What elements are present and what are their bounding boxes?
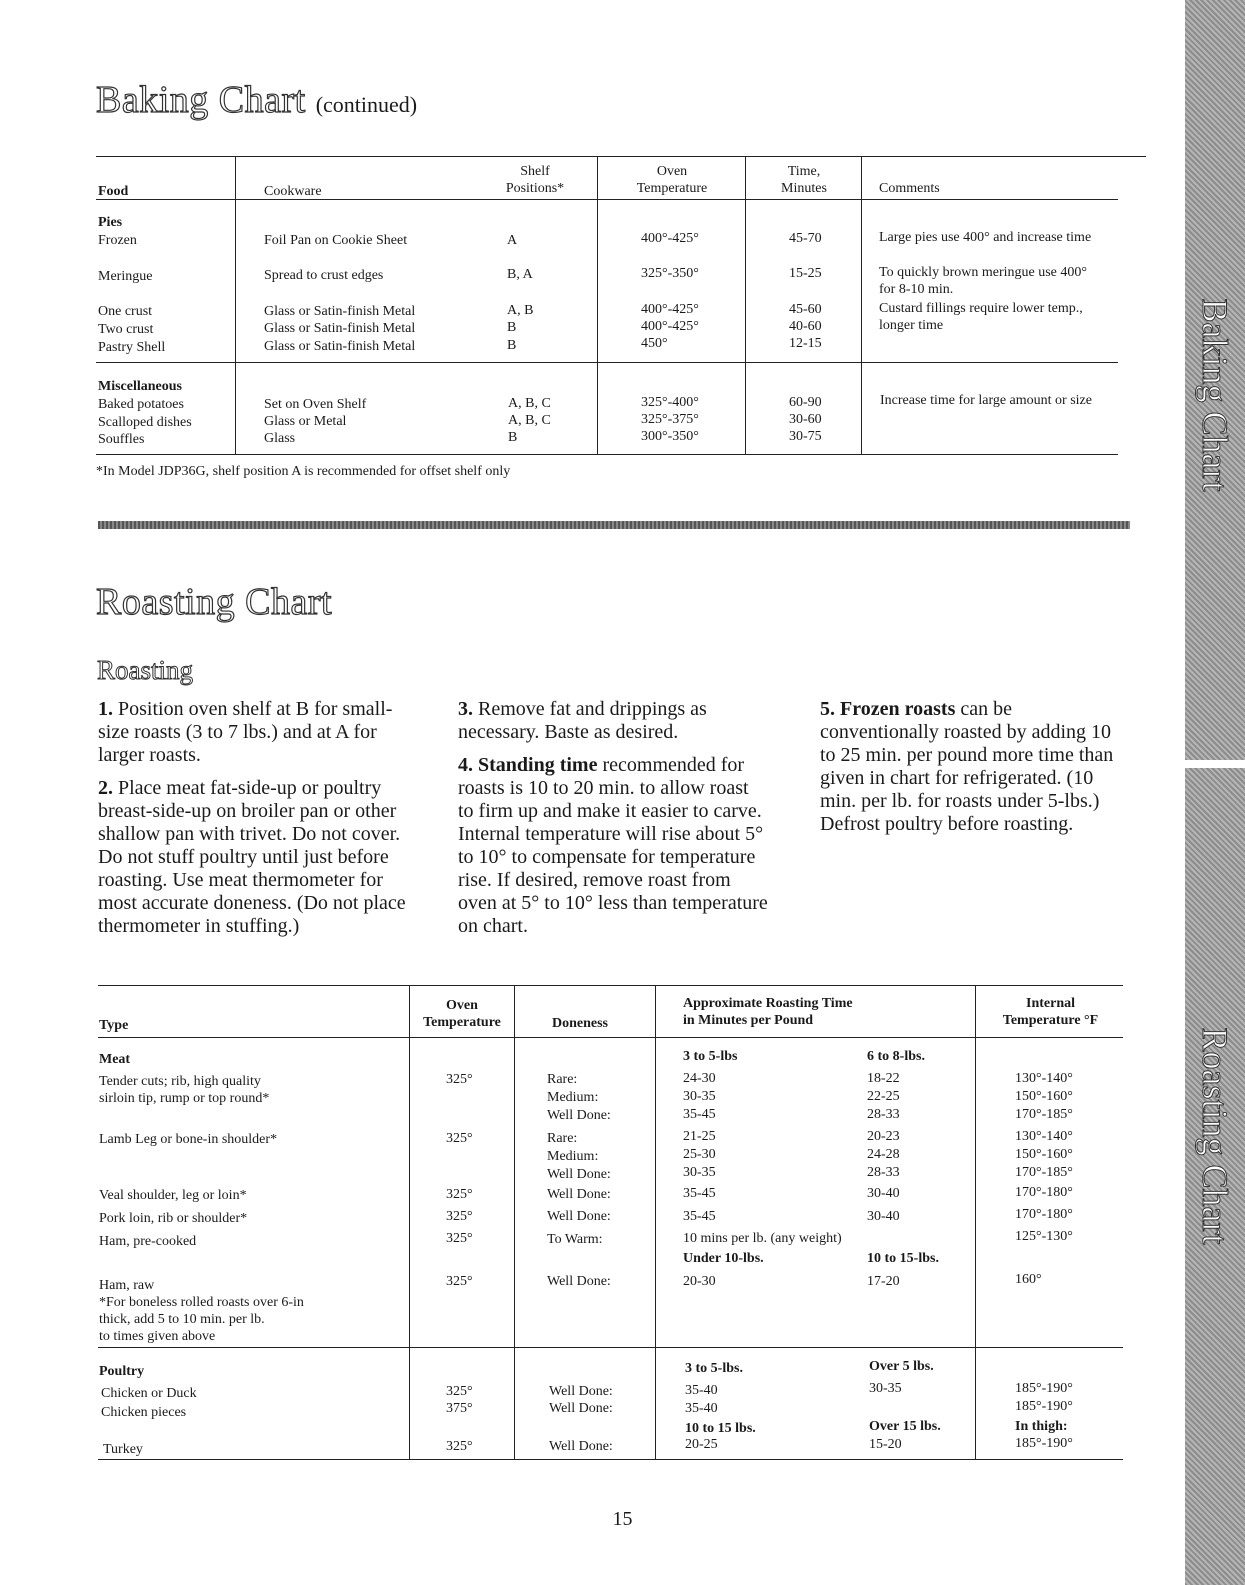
- misc-cookware: Glass: [264, 431, 296, 446]
- meat-internal-temp: 130°-140° 150°-160° 170°-185°: [1015, 1071, 1073, 1122]
- meat-type-line: sirloin tip, rump or top round*: [99, 1091, 270, 1106]
- baking-subtitle: (continued): [315, 92, 418, 117]
- baking-vrule-3: [745, 157, 746, 454]
- meat-internal-temp: 130°-140° 150°-160° 170°-185°: [1015, 1129, 1073, 1180]
- side-tab-baking: [1185, 0, 1245, 760]
- header-oven-l1: Oven: [656, 164, 688, 179]
- misc-shelf: A, B, C: [508, 396, 551, 411]
- turkey-temp: 325°: [446, 1439, 473, 1454]
- pie-food: Two crust: [98, 322, 154, 337]
- step-5: 5. Frozen roasts can be conventionally roasted by adding 10 to 25 min. per pound more time than given in chart for refrigerated. (10 min. per lb. for roasts under 5-lbs.) Defrost poultry before roasting.: [820, 698, 1114, 835]
- misc-comment: Increase time for large amount or size: [880, 393, 1092, 408]
- poultry-doneness: Well Done:: [549, 1384, 613, 1399]
- meat-type-line: Tender cuts; rib, high quality: [99, 1074, 261, 1089]
- poultry-doneness: Well Done:: [549, 1401, 613, 1416]
- meat-doneness: Well Done:: [547, 1209, 611, 1224]
- pie-shelf: A: [507, 233, 518, 248]
- meat-time-large: 18-22 22-25 28-33: [867, 1071, 900, 1122]
- header-oven: [612, 163, 732, 197]
- pie-temp: 400°-425°: [641, 302, 699, 317]
- meat-weight-1: 3 to 5-lbs: [683, 1049, 738, 1064]
- section-divider: [98, 521, 1130, 529]
- baking-mid-rule: [96, 362, 1118, 363]
- meat-time-large: 20-23 24-28 28-33: [867, 1129, 900, 1180]
- pie-comment: To quickly brown meringue use 400° for 8-10 min.: [879, 265, 1087, 297]
- pie-temp: 450°: [641, 336, 668, 351]
- poultry-time-small: 35-40: [685, 1383, 718, 1398]
- pies-label: Pies: [98, 215, 123, 230]
- baking-top-rule: [96, 156, 1146, 157]
- pie-time: 45-60: [789, 302, 822, 317]
- ham-raw-doneness: Well Done:: [547, 1274, 611, 1289]
- ham-raw-internal-temp: 160°: [1015, 1272, 1042, 1287]
- ham-weight-2: 10 to 15-lbs.: [867, 1251, 939, 1266]
- pie-food: Meringue: [98, 269, 153, 284]
- misc-shelf: A, B, C: [508, 413, 551, 428]
- roast-mid-rule: [98, 1347, 1123, 1348]
- misc-temp: 300°-350°: [641, 429, 699, 444]
- meat-temp: 325°: [446, 1231, 473, 1246]
- meat-temp: 325°: [446, 1072, 473, 1087]
- baking-footnote: *In Model JDP36G, shelf position A is recommended for offset shelf only: [96, 464, 511, 479]
- meat-temp: 325°: [446, 1209, 473, 1224]
- roasting-instructions-col1: [98, 698, 418, 948]
- roasting-chart-title: Roasting Chart: [96, 581, 333, 623]
- baking-chart-title: [96, 78, 417, 122]
- misc-time: 60-90: [789, 395, 822, 410]
- poultry-time-small: 35-40: [685, 1401, 718, 1416]
- pie-time: 45-70: [789, 231, 822, 246]
- pie-shelf: B, A: [507, 267, 533, 282]
- turkey-internal-temp: 185°-190°: [1015, 1436, 1073, 1451]
- meat-label: Meat: [99, 1052, 131, 1067]
- misc-temp: 325°-375°: [641, 412, 699, 427]
- pie-comment: Large pies use 400° and increase time: [879, 230, 1092, 245]
- meat-time-large: 30-40: [867, 1209, 900, 1224]
- pie-shelf: B: [507, 338, 517, 353]
- meat-temp: 325°: [446, 1131, 473, 1146]
- meat-type: [99, 1073, 269, 1107]
- roast-header-oven-l2: Temperature: [423, 1015, 501, 1030]
- roasting-section-heading: Roasting: [97, 655, 194, 685]
- misc-food: Souffles: [98, 432, 145, 447]
- poultry-internal-temp: 185°-190°: [1015, 1399, 1073, 1414]
- roast-header-internal-l2: Temperature °F: [1002, 1013, 1099, 1028]
- roast-header-rule: [98, 1037, 1123, 1038]
- roast-header-oven: [410, 997, 514, 1031]
- pie-temp: 325°-350°: [641, 266, 699, 281]
- pie-shelf: B: [507, 320, 517, 335]
- pie-temp: 400°-425°: [641, 319, 699, 334]
- turkey-time-small: 20-25: [685, 1437, 718, 1452]
- pie-food: Frozen: [98, 233, 137, 248]
- meat-time-small: 24-30 30-35 35-45: [683, 1071, 716, 1122]
- header-shelf-l2: Positions*: [505, 181, 565, 196]
- header-time-l1: Time,: [787, 164, 821, 179]
- misc-food: Scalloped dishes: [98, 415, 192, 430]
- step-1: 1. Position oven shelf at B for small-size roasts (3 to 7 lbs.) and at A for larger roasts.: [98, 698, 393, 766]
- poultry-time-large: 30-35: [869, 1381, 902, 1396]
- meat-time-small: 10 mins per lb. (any weight): [683, 1231, 842, 1246]
- roast-header-type: Type: [99, 1018, 129, 1033]
- meat-doneness: To Warm:: [547, 1232, 603, 1247]
- pie-temp: 400°-425°: [641, 231, 699, 246]
- ham-raw-time-large: 17-20: [867, 1274, 900, 1289]
- turkey-time-large: 15-20: [869, 1437, 902, 1452]
- misc-temp: 325°-400°: [641, 395, 699, 410]
- baking-vrule-4: [861, 157, 862, 454]
- header-oven-l2: Temperature: [636, 181, 708, 196]
- turkey-weight-2: Over 15 lbs.: [869, 1419, 941, 1434]
- roast-header-internal-l1: Internal: [1026, 996, 1075, 1011]
- meat-type: Lamb Leg or bone-in shoulder*: [99, 1132, 278, 1147]
- ham-raw-temp: 325°: [446, 1274, 473, 1289]
- roast-vrule-3: [655, 986, 656, 1459]
- pie-cookware: Glass or Satin-finish Metal: [264, 304, 416, 319]
- pie-comment: Custard fillings require lower temp., longer time: [879, 301, 1083, 333]
- baking-header-rule: [96, 199, 1118, 200]
- misc-food: Baked potatoes: [98, 397, 184, 412]
- roast-vrule-2: [514, 986, 515, 1459]
- turkey-type: Turkey: [103, 1442, 143, 1457]
- misc-time: 30-60: [789, 412, 822, 427]
- step-3: 3. Remove fat and drippings as necessary. Baste as desired.: [458, 698, 707, 743]
- meat-type: Veal shoulder, leg or loin*: [99, 1188, 247, 1203]
- ham-weight-1: Under 10-lbs.: [683, 1251, 764, 1266]
- poultry-temp: 325°: [446, 1384, 473, 1399]
- misc-cookware: Glass or Metal: [264, 414, 347, 429]
- roasting-instructions-col2: [458, 698, 768, 948]
- roast-header-internal: [978, 995, 1123, 1029]
- header-time-l2: Minutes: [781, 181, 827, 196]
- roast-header-approx: [683, 995, 853, 1029]
- poultry-weight-2: Over 5 lbs.: [869, 1359, 934, 1374]
- misc-cookware: Set on Oven Shelf: [264, 397, 367, 412]
- header-food: Food: [98, 184, 129, 199]
- roast-header-doneness: Doneness: [552, 1016, 609, 1031]
- meat-time-small: 35-45: [683, 1209, 716, 1224]
- meat-internal-temp: 170°-180°: [1015, 1207, 1073, 1222]
- misc-shelf: B: [508, 430, 518, 445]
- poultry-type: Chicken or Duck: [101, 1386, 197, 1401]
- meat-weight-2: 6 to 8-lbs.: [867, 1049, 925, 1064]
- pie-time: 12-15: [789, 336, 822, 351]
- misc-time: 30-75: [789, 429, 822, 444]
- meat-doneness: Well Done:: [547, 1187, 611, 1202]
- roast-vrule-1: [409, 986, 410, 1459]
- pie-food: Pastry Shell: [98, 340, 166, 355]
- pie-cookware: Foil Pan on Cookie Sheet: [264, 233, 408, 248]
- meat-time-small: 35-45: [683, 1186, 716, 1201]
- pie-time: 40-60: [789, 319, 822, 334]
- pie-time: 15-25: [789, 266, 822, 281]
- pie-cookware: Spread to crust edges: [264, 268, 384, 283]
- ham-raw-type: Ham, raw: [99, 1278, 155, 1293]
- turkey-weight-1: 10 to 15 lbs.: [685, 1421, 756, 1436]
- roast-header-approx-l1: Approximate Roasting Time: [683, 996, 853, 1011]
- header-shelf-l1: Shelf: [520, 164, 550, 179]
- baking-title-text: Baking Chart: [96, 79, 306, 121]
- roast-header-oven-l1: Oven: [446, 998, 478, 1013]
- roast-top-rule: [98, 985, 1123, 986]
- pie-cookware: Glass or Satin-finish Metal: [264, 339, 416, 354]
- meat-temp: 325°: [446, 1187, 473, 1202]
- poultry-weight-1: 3 to 5-lbs.: [685, 1361, 743, 1376]
- meat-time-large: 30-40: [867, 1186, 900, 1201]
- poultry-temp: 375°: [446, 1401, 473, 1416]
- step-4: 4. Standing time recommended for roasts is 10 to 20 min. to allow roast to firm up and make it easier to carve. Internal temperature will rise about 5° to 10° to compensate for temperature rise. If desired, remove roast from oven at 5° to 10° less than temperature on chart.: [458, 754, 768, 937]
- meat-doneness: Rare: Medium: Well Done:: [547, 1072, 611, 1123]
- misc-label: Miscellaneous: [98, 379, 182, 394]
- roast-bottom-rule: [98, 1459, 1123, 1460]
- pie-cookware: Glass or Satin-finish Metal: [264, 321, 416, 336]
- meat-internal-temp: 125°-130°: [1015, 1229, 1073, 1244]
- pie-food: One crust: [98, 304, 153, 319]
- pie-shelf: A, B: [507, 303, 534, 318]
- meat-time-small: 21-25 25-30 30-35: [683, 1129, 716, 1180]
- ham-raw-time-small: 20-30: [683, 1274, 716, 1289]
- roast-header-approx-l2: in Minutes per Pound: [683, 1013, 814, 1028]
- turkey-thigh-label: In thigh:: [1015, 1419, 1068, 1434]
- side-tab-baking-label: Baking Chart: [1195, 298, 1235, 492]
- meat-internal-temp: 170°-180°: [1015, 1185, 1073, 1200]
- step-2: 2. Place meat fat-side-up or poultry breast-side-up on broiler pan or other shallow pan with trivet. Do not cover. Do not stuff poultry until just before roasting. Use meat thermometer for most accurate doneness. (Do not place thermometer in stuffing.): [98, 777, 406, 937]
- header-cookware: Cookware: [264, 184, 322, 199]
- header-shelf: [480, 163, 590, 197]
- poultry-internal-temp: 185°-190°: [1015, 1381, 1073, 1396]
- header-comments: Comments: [879, 181, 940, 196]
- poultry-type: Chicken pieces: [101, 1405, 187, 1420]
- side-tab-roasting: [1185, 768, 1245, 1585]
- roasting-instructions-col3: [820, 698, 1120, 846]
- side-tab-roasting-label: Roasting Chart: [1195, 1027, 1235, 1245]
- meat-type: Ham, pre-cooked: [99, 1234, 197, 1249]
- header-time: [752, 163, 856, 197]
- baking-vrule-1: [235, 157, 236, 454]
- baking-bottom-rule: [96, 454, 1118, 455]
- roast-vrule-4: [975, 986, 976, 1459]
- meat-doneness: Rare: Medium: Well Done:: [547, 1131, 611, 1182]
- turkey-doneness: Well Done:: [549, 1439, 613, 1454]
- poultry-label: Poultry: [99, 1364, 145, 1379]
- meat-type: Pork loin, rib or shoulder*: [99, 1211, 248, 1226]
- boneless-note: *For boneless rolled roasts over 6-in thick, add 5 to 10 min. per lb. to times given above: [99, 1295, 304, 1344]
- page-number: 15: [612, 1508, 633, 1530]
- baking-vrule-2: [597, 157, 598, 454]
